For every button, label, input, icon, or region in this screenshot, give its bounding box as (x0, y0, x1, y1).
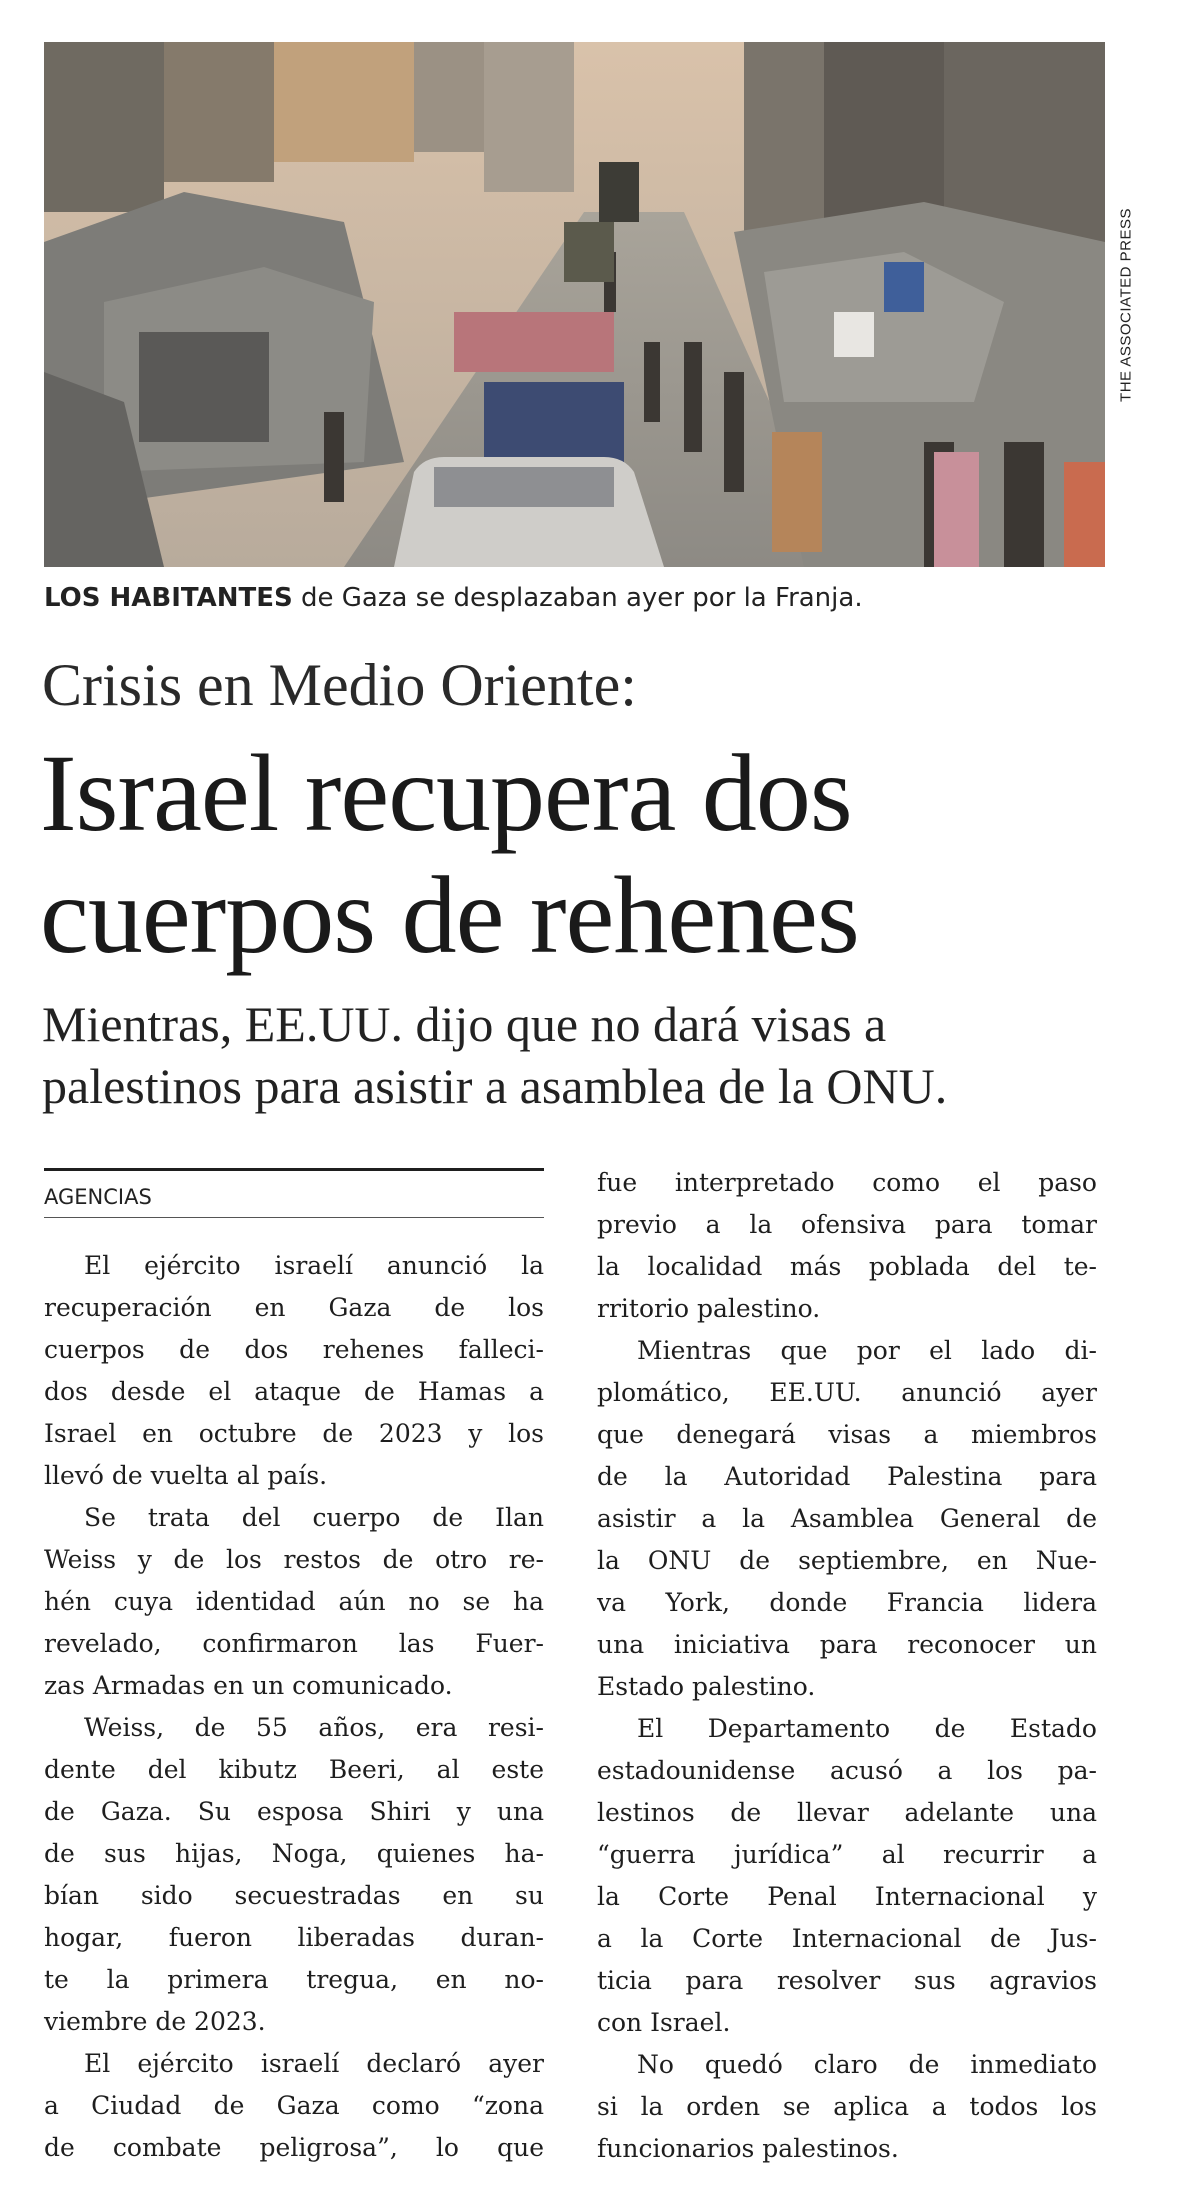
article-line: de combate peligrosa”, lo que (44, 2133, 545, 2162)
byline-rule-bottom (44, 1217, 544, 1218)
article-paragraph (597, 1162, 1097, 1330)
article-line: plomático, EE.UU. anunció ayer (597, 1378, 1097, 1407)
headline: Israel recupera dos cuerpos de rehenes (40, 732, 859, 976)
article-line: zas Armadas en un comunicado. (44, 1671, 453, 1700)
article-line: fue interpretado como el paso (597, 1168, 1097, 1197)
article-line: llevó de vuelta al país. (44, 1461, 328, 1490)
gaza-street-photo (44, 42, 1105, 567)
article-line: la ONU de septiembre, en Nue- (597, 1546, 1097, 1575)
article-line: Mientras que por el lado di- (637, 1336, 1097, 1365)
article-paragraph (597, 1330, 1097, 1708)
article-line: viembre de 2023. (44, 2007, 266, 2036)
article-line: “guerra jurídica” al recurrir a (597, 1840, 1097, 1869)
article-line: El Departamento de Estado (637, 1714, 1097, 1743)
news-photo (44, 42, 1105, 567)
article-line: Se trata del cuerpo de Ilan (84, 1503, 544, 1532)
article-line: cuerpos de dos rehenes falleci- (44, 1335, 544, 1364)
subheadline: Mientras, EE.UU. dijo que no dará visas a palestinos para asistir a asamblea de la ONU. (42, 996, 948, 1114)
article-line: El ejército israelí declaró ayer (84, 2049, 544, 2078)
article-line: dos desde el ataque de Hamas a (44, 1377, 544, 1406)
byline-rule-top (44, 1168, 544, 1171)
article-line: rritorio palestino. (597, 1294, 821, 1323)
article-line: si la orden se aplica a todos los (597, 2092, 1097, 2121)
article-paragraph (597, 1708, 1097, 2044)
article-line: Weiss y de los restos de otro re- (44, 1545, 544, 1574)
article-paragraph (597, 2044, 1097, 2170)
kicker: Crisis en Medio Oriente: (42, 652, 637, 718)
article-paragraph (44, 1497, 544, 1707)
article-line: hogar, fueron liberadas duran- (44, 1923, 544, 1952)
article-line: la Corte Penal Internacional y (597, 1882, 1097, 1911)
article-paragraph (44, 2043, 544, 2169)
article-line: Estado palestino. (597, 1672, 816, 1701)
article-line: El ejército israelí anunció la (84, 1251, 544, 1280)
article-line: lestinos de llevar adelante una (597, 1798, 1097, 1827)
article-line: ticia para resolver sus agravios (597, 1966, 1097, 1995)
article-line: que denegará visas a miembros (597, 1420, 1097, 1449)
article-line: estadounidense acusó a los pa- (597, 1756, 1097, 1785)
photo-credit-text: THE ASSOCIATED PRESS (1117, 207, 1135, 402)
article-line: una iniciativa para reconocer un (597, 1630, 1097, 1659)
article-paragraph (44, 1707, 544, 2043)
article-line: a la Corte Internacional de Jus- (597, 1924, 1097, 1953)
article-line: Weiss, de 55 años, era resi- (84, 1713, 544, 1742)
article-line: hén cuya identidad aún no se ha (44, 1587, 545, 1616)
article-line: dente del kibutz Beeri, al este (44, 1755, 544, 1784)
article-line: revelado, confirmaron las Fuer- (44, 1629, 544, 1658)
article-line: de Gaza. Su esposa Shiri y una (44, 1797, 544, 1826)
article-line: va York, donde Francia lidera (597, 1588, 1097, 1617)
article-line: No quedó claro de inmediato (637, 2050, 1098, 2079)
article-line: previo a la ofensiva para tomar (597, 1210, 1097, 1239)
photo-credit (1114, 42, 1138, 567)
article-column-right (597, 1162, 1097, 2170)
article-line: bían sido secuestradas en su (44, 1881, 544, 1910)
byline: AGENCIAS (44, 1185, 152, 1209)
article-line: a Ciudad de Gaza como “zona (44, 2091, 544, 2120)
caption-lead: LOS HABITANTES (44, 583, 293, 613)
article-line: funcionarios palestinos. (597, 2134, 899, 2163)
article-line: con Israel. (597, 2008, 731, 2037)
caption-text: de Gaza se desplazaban ayer por la Franja. (292, 583, 863, 613)
article-line: la localidad más poblada del te- (597, 1252, 1097, 1281)
article-line: recuperación en Gaza de los (44, 1293, 544, 1322)
article-paragraph (44, 1245, 544, 1497)
article-line: Israel en octubre de 2023 y los (44, 1419, 544, 1448)
article-line: de sus hijas, Noga, quienes ha- (44, 1839, 544, 1868)
article-line: de la Autoridad Palestina para (597, 1462, 1097, 1491)
photo-caption (44, 578, 1124, 618)
article-column-left (44, 1245, 544, 2169)
article-line: asistir a la Asamblea General de (597, 1504, 1097, 1533)
article-line: te la primera tregua, en no- (44, 1965, 544, 1994)
